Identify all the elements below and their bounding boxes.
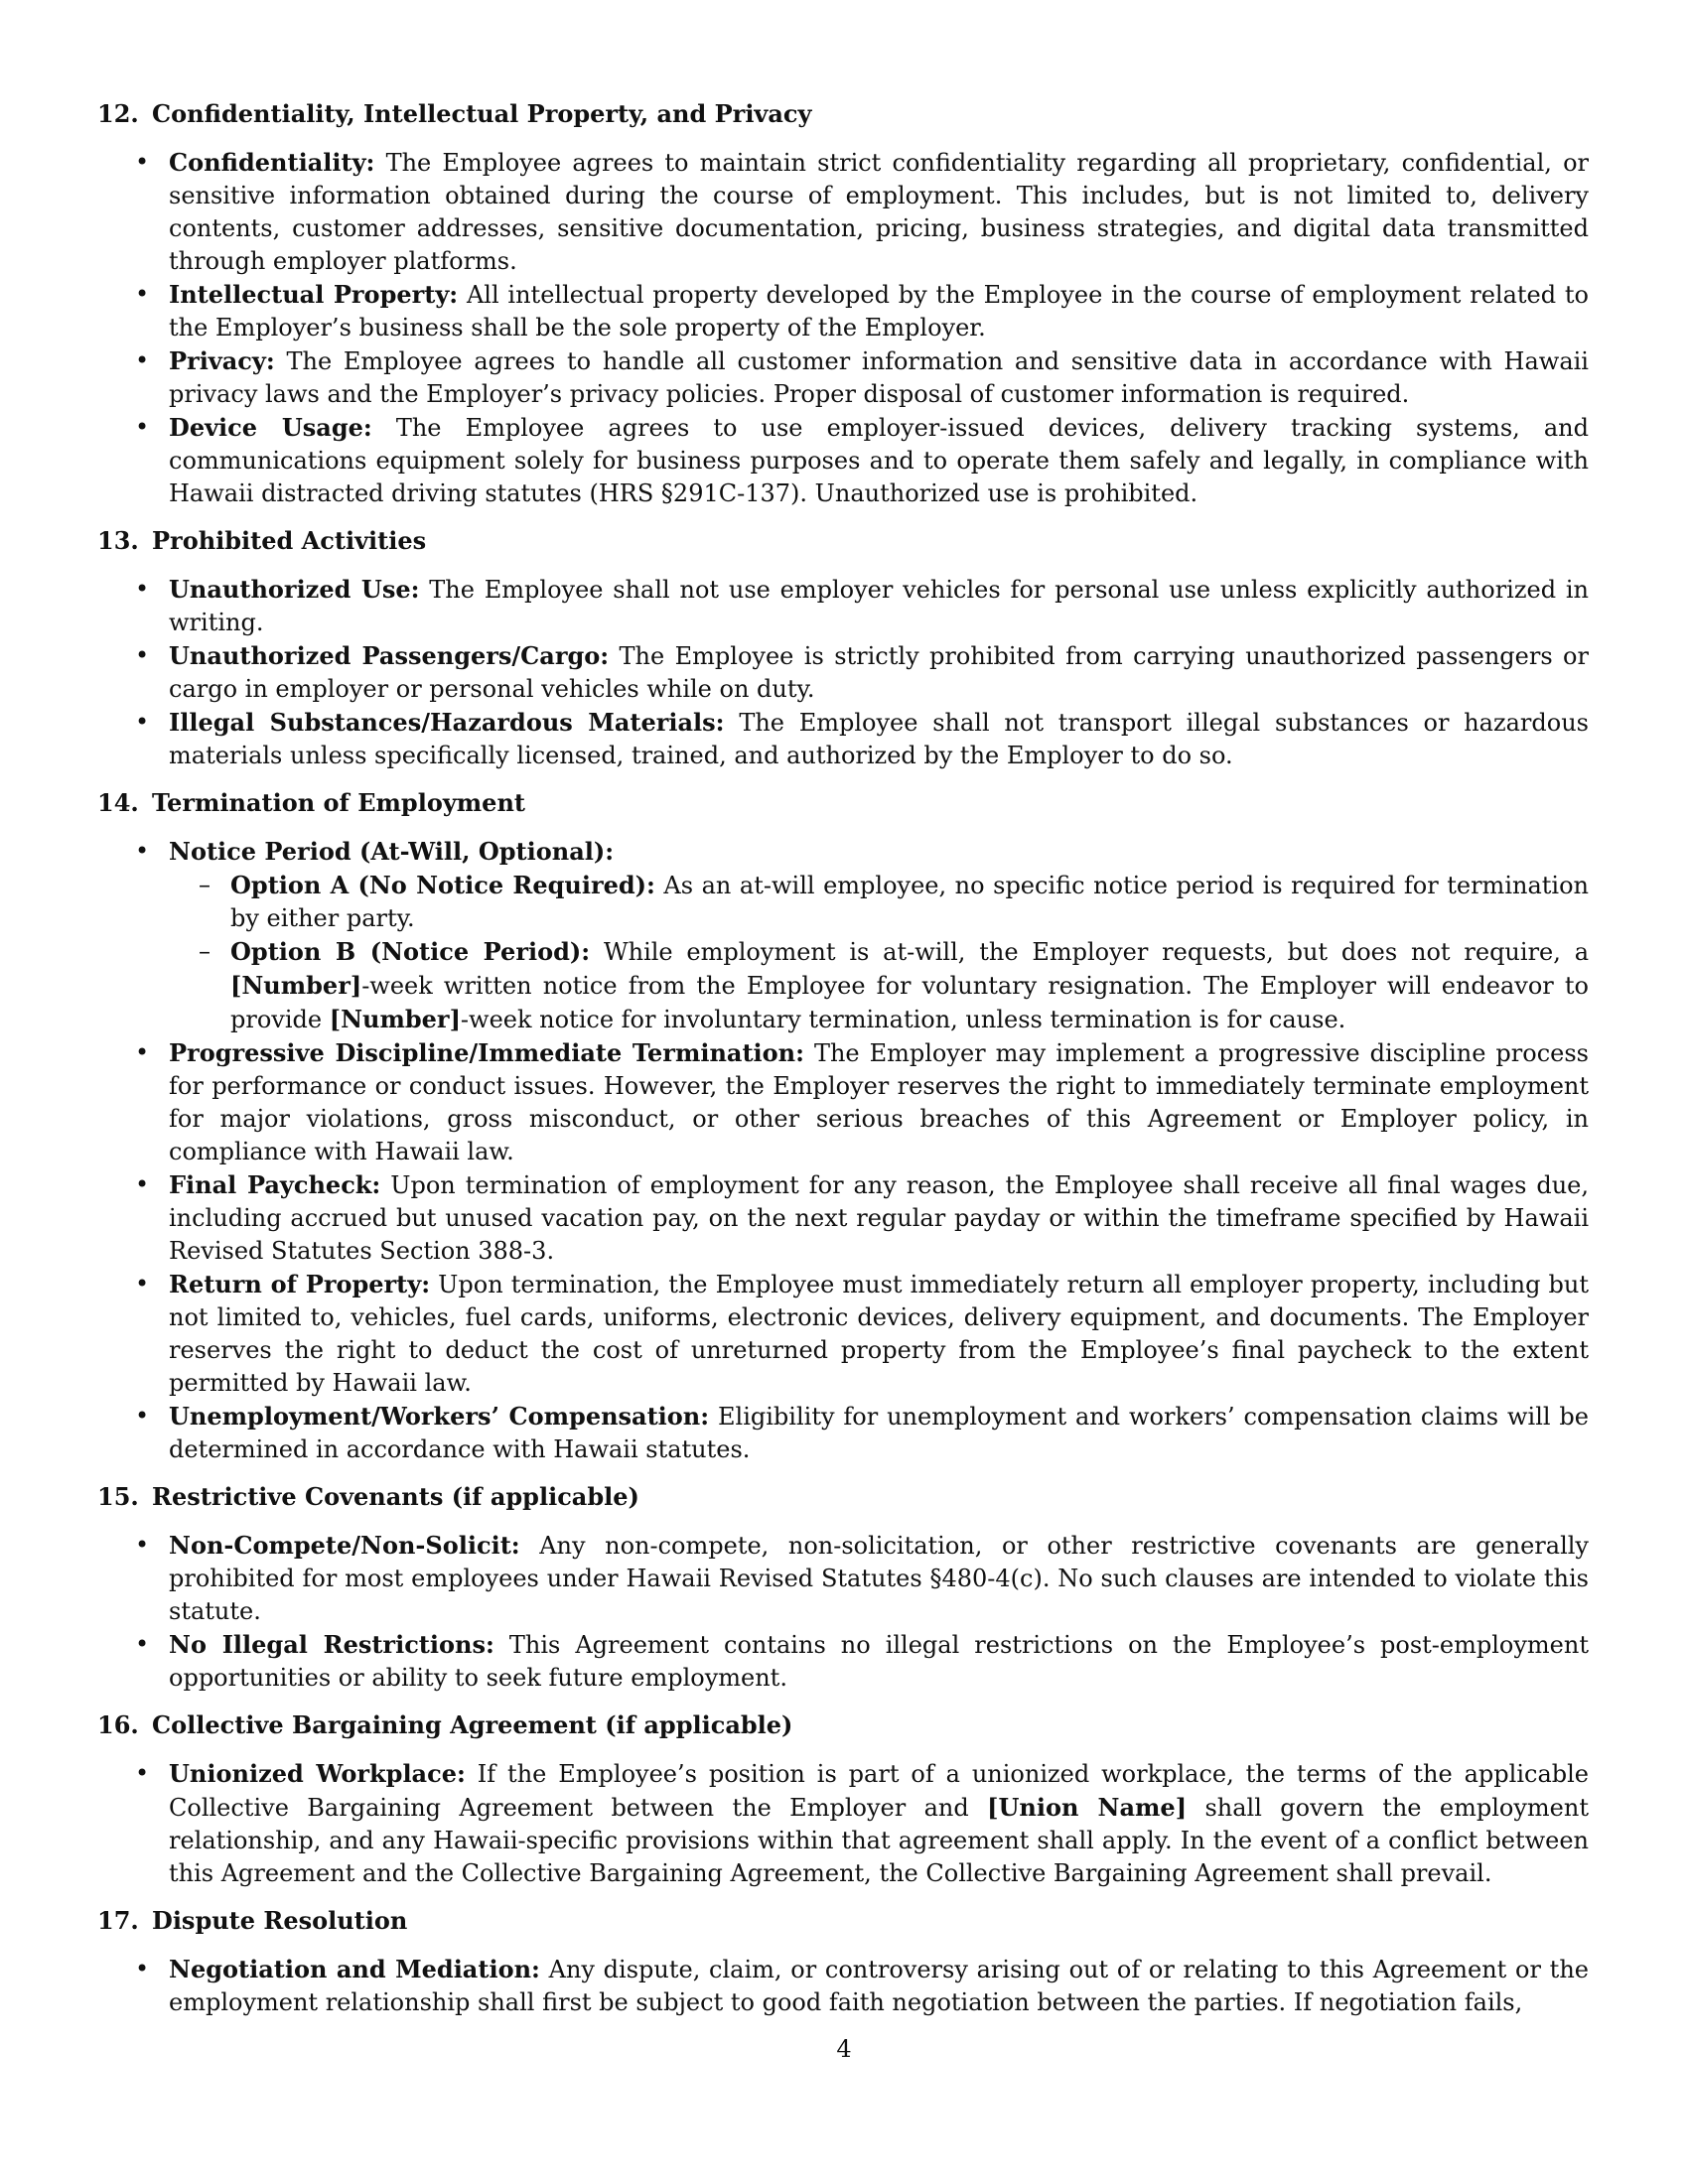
item-text: Any dispute, claim, or controversy arising out of or relating to this Agreement or the employment relationship shall first be subject to good faith negotiation between the parties. If negotiation fails,: [169, 1956, 1589, 2016]
item-term: Unauthorized Use:: [169, 575, 420, 604]
item-text: The Employee is strictly prohibited from carrying unauthorized passengers or cargo in employer or personal vehicles while on duty.: [169, 642, 1589, 703]
list-item: [97, 1036, 1589, 1168]
list-item: [97, 344, 1589, 411]
bullet-list: [97, 835, 1589, 1466]
section-number: 14.: [97, 788, 139, 817]
item-text: The Employee shall not use employer vehicles for personal use unless explicitly authorized in writing.: [169, 576, 1589, 636]
list-item: [97, 706, 1589, 772]
item-term: Unemployment/Workers’ Compensation:: [169, 1402, 710, 1431]
section-title: Dispute Resolution: [152, 1906, 408, 1935]
section-heading: [97, 1708, 1589, 1741]
item-term: Confidentiality:: [169, 148, 375, 177]
item-term: Progressive Discipline/Immediate Termination:: [169, 1038, 804, 1067]
item-text: Eligibility for unemployment and workers’ compensation claims will be determined in accordance with Hawaii statutes.: [169, 1403, 1589, 1463]
section-title: Confidentiality, Intellectual Property, and Privacy: [152, 99, 812, 128]
item-text: The Employee agrees to use employer-issued devices, delivery tracking systems, and communications equipment solely for business purposes and to operate them safely and legally, in compliance with Hawaii distracted driving statutes (HRS §291C-137). Unauthorized use is prohibited.: [169, 414, 1589, 507]
item-text: Upon termination of employment for any reason, the Employee shall receive all final wages due, including accrued but unused vacation pay, on the next regular payday or within the timeframe specified by Hawaii Revised Statutes Section 388-3.: [169, 1171, 1589, 1265]
item-text: -week notice for involuntary termination, unless termination is for cause.: [460, 1006, 1346, 1033]
bullet-list: [97, 573, 1589, 772]
placeholder-union-name: [Union Name]: [987, 1793, 1188, 1822]
item-text: If the Employee’s position is part of a unionized workplace, the terms of the applicable Collective Bargaining Agreement between the Employer and: [169, 1760, 1589, 1822]
item-text: While employment is at-will, the Employer requests, but does not require, a: [603, 938, 1589, 966]
item-term: Device Usage:: [169, 413, 372, 442]
section-title: Termination of Employment: [152, 788, 525, 817]
item-text: This Agreement contains no illegal restrictions on the Employee’s post-employment opportunities or ability to seek future employment.: [169, 1631, 1589, 1692]
item-term: Unionized Workplace:: [169, 1759, 466, 1788]
item-term: Intellectual Property:: [169, 280, 459, 309]
list-item: [97, 1529, 1589, 1628]
list-item: [97, 835, 1589, 1036]
section-heading: [97, 524, 1589, 557]
list-item: [97, 639, 1589, 706]
section-number: 12.: [97, 99, 139, 128]
section-heading: [97, 1904, 1589, 1937]
item-term: Final Paycheck:: [169, 1170, 381, 1199]
list-item: [97, 573, 1589, 639]
item-text: -week written notice from the Employee for voluntary resignation. The Employer will endeavor to provide: [230, 972, 1589, 1033]
item-text: The Employee agrees to maintain strict confidentiality regarding all proprietary, confidential, or sensitive information obtained during the course of employment. This includes, but is not limited to, delivery contents, customer addresses, sensitive documentation, pricing, business strategies, and digital data transmitted through employer platforms.: [169, 149, 1589, 275]
item-term: Non-Compete/Non-Solicit:: [169, 1531, 520, 1560]
list-item: [97, 1400, 1589, 1466]
section-heading: [97, 97, 1589, 130]
item-text: As an at-will employee, no specific notice period is required for termination by either party.: [230, 872, 1589, 932]
list-item: [97, 411, 1589, 510]
item-term: Privacy:: [169, 346, 275, 375]
bullet-list: [97, 1529, 1589, 1695]
placeholder-number: [Number]: [230, 971, 362, 1000]
list-item: [97, 1953, 1589, 2019]
item-term: Illegal Substances/Hazardous Materials:: [169, 708, 725, 737]
item-text: Any non-compete, non-solicitation, or other restrictive covenants are generally prohibited for most employees under Hawaii Revised Statutes §480-4(c). No such clauses are intended to violate this statute.: [169, 1532, 1589, 1625]
item-text: All intellectual property developed by the Employee in the course of employment related to the Employer’s business shall be the sole property of the Employer.: [169, 281, 1589, 341]
item-term: Return of Property:: [169, 1270, 431, 1298]
list-item: [97, 1268, 1589, 1400]
page-number: 4: [836, 2035, 852, 2063]
section-heading: [97, 1480, 1589, 1513]
placeholder-number: [Number]: [329, 1005, 461, 1033]
section-title: Restrictive Covenants (if applicable): [152, 1482, 639, 1511]
item-term: Option A (No Notice Required):: [230, 871, 655, 899]
section-number: 15.: [97, 1482, 139, 1511]
bullet-list: [97, 1953, 1589, 2019]
section-number: 13.: [97, 526, 139, 555]
section-heading: [97, 786, 1589, 819]
list-item: [97, 278, 1589, 344]
list-item: [97, 1628, 1589, 1695]
item-text: Upon termination, the Employee must immediately return all employer property, including but not limited to, vehicles, fuel cards, uniforms, electronic devices, delivery equipment, and documents. The Employer reserves the right to deduct the cost of unreturned property from the Employee’s final paycheck to the extent permitted by Hawaii law.: [169, 1271, 1589, 1397]
bullet-list: [97, 1757, 1589, 1890]
bullet-list: [97, 146, 1589, 510]
item-term: Notice Period (At-Will, Optional):: [169, 837, 615, 866]
list-item: [97, 1168, 1589, 1268]
document-page: [97, 97, 1589, 2103]
sub-list-item: [169, 935, 1589, 1036]
item-text: shall govern the employment relationship, and any Hawaii-specific provisions within that agreement shall apply. In the event of a conflict between this Agreement and the Collective Bargaining Agreement, the Collective Bargaining Agreement shall prevail.: [169, 1794, 1589, 1887]
list-item: [97, 1757, 1589, 1890]
section-number: 16.: [97, 1710, 139, 1739]
sub-list-item: [169, 869, 1589, 935]
item-term: Unauthorized Passengers/Cargo:: [169, 641, 610, 670]
item-text: The Employee agrees to handle all customer information and sensitive data in accordance with Hawaii privacy laws and the Employer’s privacy policies. Proper disposal of customer information is required.: [169, 347, 1589, 408]
section-number: 17.: [97, 1906, 139, 1935]
section-title: Prohibited Activities: [152, 526, 427, 555]
item-term: Option B (Notice Period):: [230, 937, 591, 966]
list-item: [97, 146, 1589, 278]
section-title: Collective Bargaining Agreement (if applicable): [152, 1710, 793, 1739]
sub-list: [169, 869, 1589, 1036]
item-term: No Illegal Restrictions:: [169, 1630, 494, 1659]
item-text: The Employee shall not transport illegal substances or hazardous materials unless specifically licensed, trained, and authorized by the Employer to do so.: [169, 709, 1589, 769]
item-term: Negotiation and Mediation:: [169, 1955, 540, 1983]
item-text: The Employer may implement a progressive discipline process for performance or conduct issues. However, the Employer reserves the right to immediately terminate employment for major violations, gross misconduct, or other serious breaches of this Agreement or Employer policy, in compliance with Hawaii law.: [169, 1039, 1589, 1165]
